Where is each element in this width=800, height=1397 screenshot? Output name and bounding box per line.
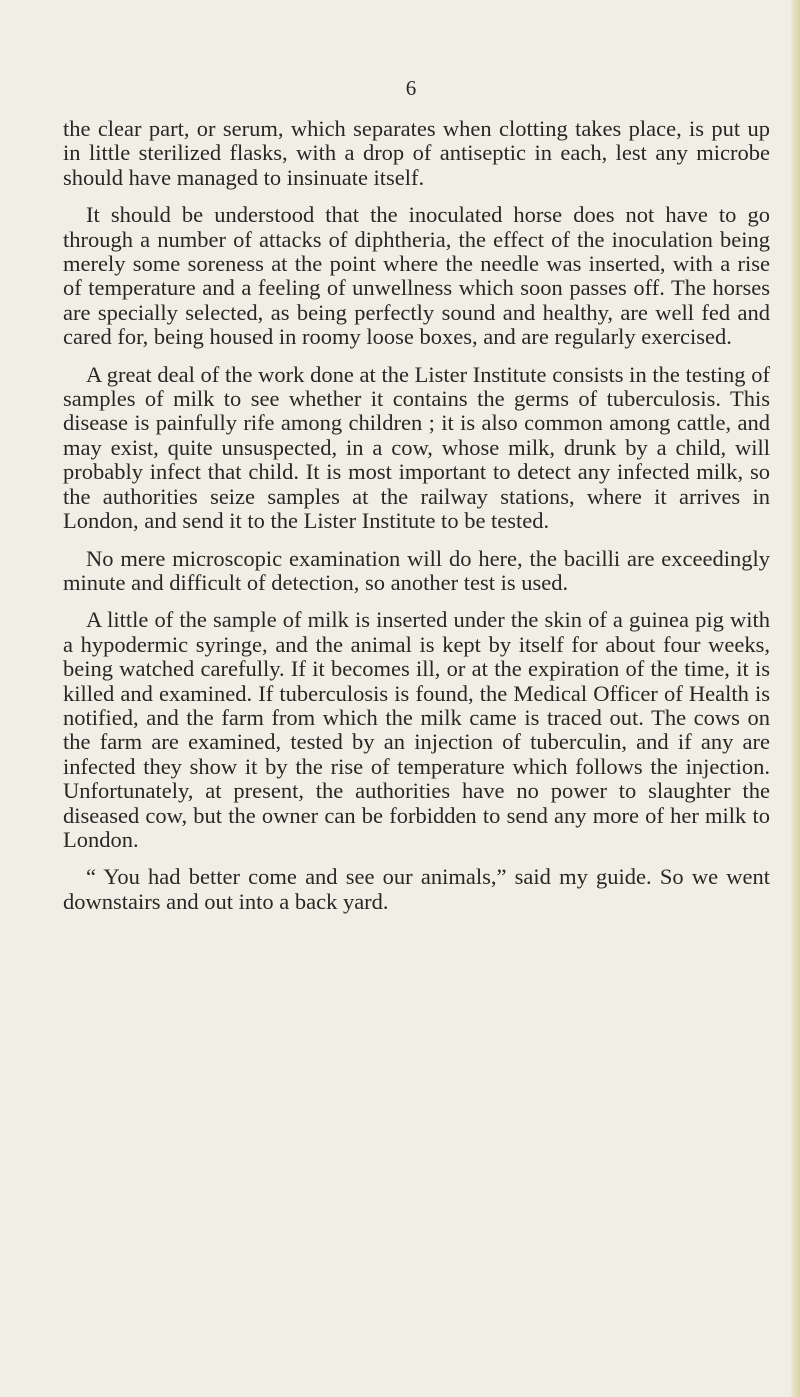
paragraph-4: No mere microscopic examination will do here, the bacilli are exceedingly minute and difficult of detection, so another test is used. bbox=[63, 545, 770, 595]
page-edge bbox=[790, 0, 800, 1397]
paragraph-3: A great deal of the work done at the Lister Institute consists in the testing of samples of milk to see whether it contains the germs of tuberculosis. This disease is painfully rife among children ; it is also common among cattle, and may exist, quite unsuspected, in a cow, whose milk, drunk by a child, will probably infect that child. It is most important to detect any infected milk, so the authorities seize samples at the railway stations, where it arrives in London, and send it to the Lister Institute to be tested. bbox=[63, 361, 770, 534]
page-number: 6 bbox=[405, 76, 417, 100]
paragraph-2: It should be understood that the inoculated horse does not have to go through a number of attacks of diphtheria, the effect of the inoculation being merely some soreness at the point where the needle was inserted, with a rise of temperature and a feeling of unwellness which soon passes off. The horses are specially selected, as being perfectly sound and healthy, are well fed and cared for, being housed in roomy loose boxes, and are regularly exercised. bbox=[63, 202, 770, 350]
paragraph-6: “ You had better come and see our animals,” said my guide. So we went downstairs and out into a back yard. bbox=[63, 864, 770, 914]
paragraph-5: A little of the sample of milk is inserted under the skin of a guinea pig with a hypodermic syringe, and the animal is kept by itself for about four weeks, being watched carefully. If it becomes ill, or at the expiration of the time, it is killed and examined. If tuberculosis is found, the Medical Officer of Health is notified, and the farm from which the milk came is traced out. The cows on the farm are examined, tested by an injection of tuberculin, and if any are infected they show it by the rise of temperature which follows the injection. Unfortunately, at present, the authorities have no power to slaughter the diseased cow, but the owner can be forbidden to send any more of her milk to London. bbox=[63, 607, 770, 852]
paragraph-1: the clear part, or serum, which separates when clotting takes place, is put up in little sterilized flasks, with a drop of antiseptic in each, lest any microbe should have managed to insinuate itself. bbox=[63, 116, 770, 190]
body-text bbox=[63, 117, 770, 927]
